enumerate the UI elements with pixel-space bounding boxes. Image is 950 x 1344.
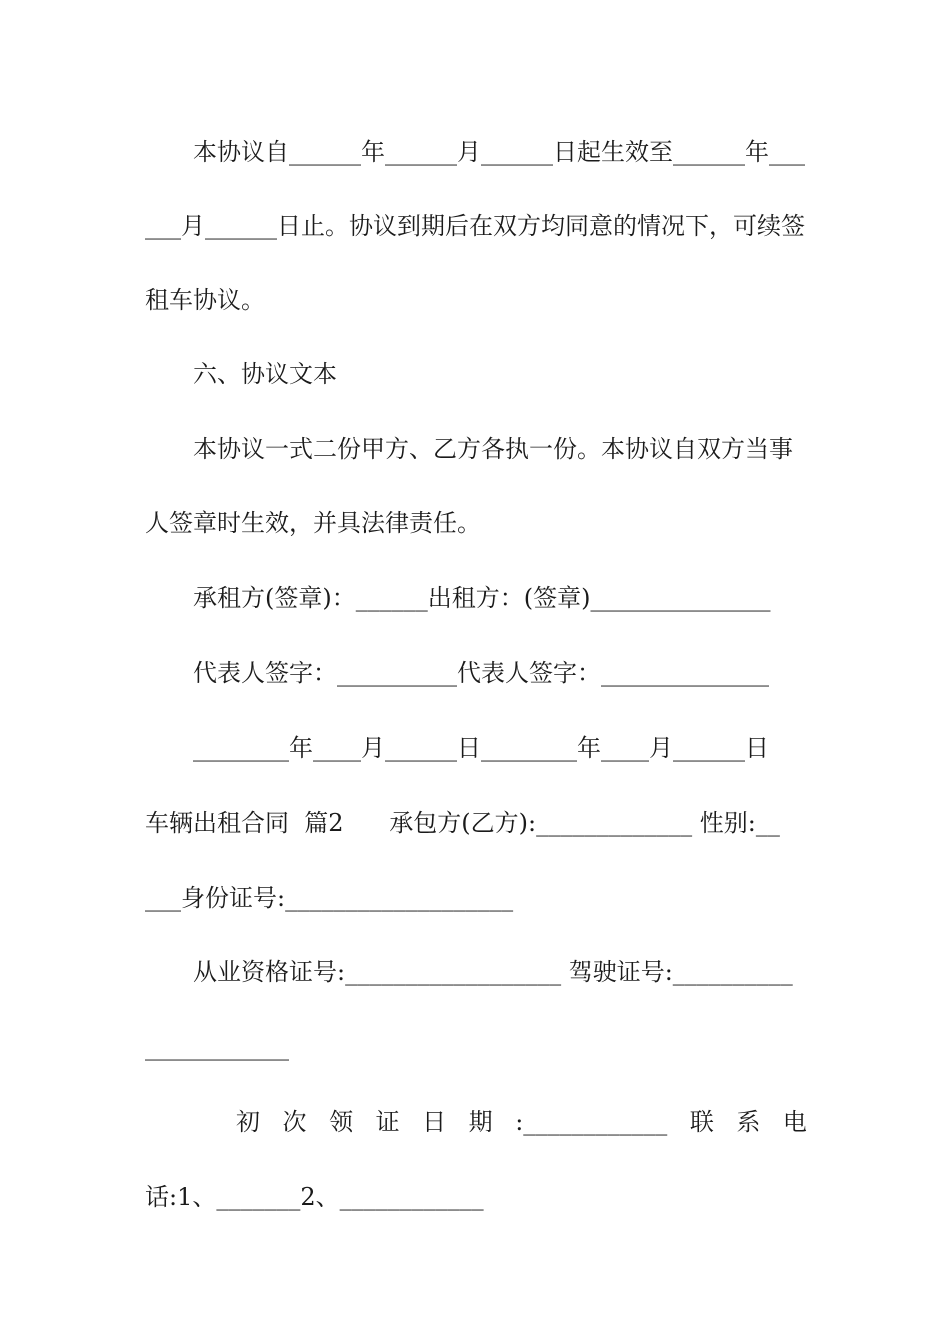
contract-title-line: 车辆出租合同 篇2 承包方(乙方):_____________ 性别:__ xyxy=(145,809,780,837)
first-license-date-line xyxy=(145,1107,807,1137)
lessee-signature-line: 承租方(签章)：______出租方：(签章)_______________ xyxy=(193,584,771,612)
spaced-char: 领 xyxy=(329,1108,354,1136)
spaced-char: 证 xyxy=(375,1108,400,1136)
phone-line: 话:1、_______2、____________ xyxy=(145,1183,484,1211)
spaced-char: 系 xyxy=(736,1108,761,1136)
paragraph-line-3: 租车协议。 xyxy=(145,286,265,314)
spaced-char: 次 xyxy=(282,1108,307,1136)
spaced-char: 期 xyxy=(468,1108,493,1136)
license-continuation-line: ____________ xyxy=(145,1033,289,1061)
spaced-char: 日 xyxy=(422,1108,447,1136)
paragraph-line-5: 人签章时生效，并具法律责任。 xyxy=(145,509,481,537)
id-number-line: ___身份证号:___________________ xyxy=(145,884,514,912)
spaced-char: :____________ xyxy=(515,1108,668,1136)
license-line: 从业资格证号:__________________ 驾驶证号:__________ xyxy=(193,958,793,986)
spaced-char: 电 xyxy=(782,1108,807,1136)
paragraph-line-1: 本协议自______年______月______日起生效至______年___ xyxy=(193,138,805,166)
representative-signature-line: 代表人签字：__________代表人签字：______________ xyxy=(193,659,769,687)
spaced-char: 初 xyxy=(236,1108,260,1136)
section-heading: 六、协议文本 xyxy=(193,360,337,388)
paragraph-line-2: ___月______日止。协议到期后在双方均同意的情况下，可续签 xyxy=(145,212,805,240)
date-line: ________年____月______日________年____月______日 xyxy=(193,734,769,762)
spaced-char: 联 xyxy=(689,1108,714,1136)
paragraph-line-4: 本协议一式二份甲方、乙方各执一份。本协议自双方当事 xyxy=(193,435,793,463)
